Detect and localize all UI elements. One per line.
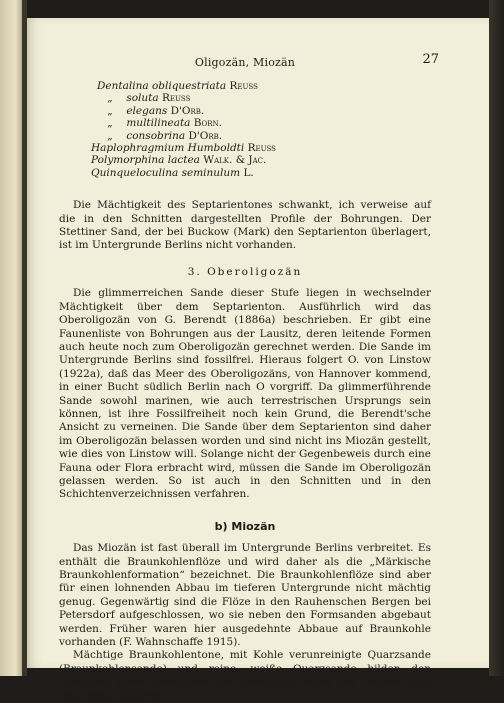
species-name: elegans — [126, 104, 168, 117]
page-edge-shadow — [489, 0, 504, 676]
species-author: Reuss — [229, 80, 258, 92]
species-author: L. — [243, 166, 254, 179]
species-author: D'Orb. — [188, 129, 223, 142]
paragraph-oberoligozaen: Die glimmerreichen Sande dieser Stufe liegen in wechselnder Mächtigkeit über dem Septarienton. Ausführlich wird das Oberoligozän von G. Berendt (1886a) beschrieben. Er gibt eine Faunenliste von Bohrungen aus der Lausitz, deren leitende Formen auch heute noch zum Oberoligozän gerechnet werden. Die Sande im Untergrunde Berlins sind fossilfrei. Hieraus folgert O. von Linstow (1922a), daß das Meer des Oberoligozäns, von Hannover kommend, in einer Bucht südlich Berlin nach O vorgriff. Da glimmerführende Sande sowohl marinen, wie auch terrestrischen Ursprungs sein können, ist ihre Fossilfreiheit noch kein Grund, die Berendt'sche Ansicht zu verneinen. Die Sande über dem Septarienton sind daher im Oberoligozän belassen worden und sind nicht ins Miozän gestellt, wie dies von Linstow will. Solange nicht der Gegenbeweis durch eine Fauna oder Flora erbracht wird, müssen die Sande im Oberoligozän gelassen werden. So ist auch in den Schnitten und in den Schichtenverzeichnissen verfahren. — [59, 287, 431, 501]
species-item — [97, 105, 431, 117]
species-item — [91, 167, 431, 179]
previous-page-edge — [0, 0, 22, 676]
species-author: D'Orb. — [170, 104, 205, 117]
section-heading-oberoligozaen: 3. Oberoligozän — [187, 265, 303, 278]
species-author: Born. — [193, 117, 222, 130]
page-content — [59, 18, 439, 703]
paragraph-septarienton: Die Mächtigkeit des Septarientones schwankt, ich verweise auf die in den Schnitten dargestellten Profile der Bohrungen. Der Stettiner Sand, der bei Buckow (Mark) den Septarienton überlagert, ist im Untergrunde Berlins nicht vorhanden. — [59, 199, 431, 252]
running-head: Oligozän, Miozän — [194, 56, 296, 69]
page-header — [59, 18, 439, 69]
species-author: Reuss — [162, 92, 191, 105]
species-author: Reuss — [247, 142, 276, 155]
species-author: Walk. & Jac. — [203, 154, 267, 167]
page-number: 27 — [422, 52, 439, 67]
species-name: soluta — [126, 92, 159, 105]
ditto-mark: „ — [107, 104, 113, 117]
section-heading-miozaen: b) Miozän — [214, 519, 276, 533]
species-list — [91, 80, 431, 179]
species-item — [97, 117, 431, 129]
species-name: multilineata — [126, 117, 191, 130]
paragraph-miozaen-2: Mächtige Braunkohlentone, mit Kohle verunreinigte Quarzsande (Braunkohlensande) und reine, weiße Quarzsande bilden den Hauptteil dieser Formation. Die Kiese und Sande des Tertiärs sind fast immer kalkfrei. — [59, 649, 431, 702]
species-item — [91, 154, 431, 166]
species-item — [91, 142, 431, 154]
ditto-mark: „ — [107, 92, 113, 105]
species-item — [97, 80, 431, 92]
species-name: Quinqueloculina seminulum — [91, 166, 241, 179]
species-item — [97, 130, 431, 142]
species-name: consobrina — [126, 129, 186, 142]
species-name: Haplophragmium Humboldti — [91, 142, 245, 155]
book-page — [27, 18, 489, 702]
species-name: Dentalina obliquestriata — [97, 80, 227, 92]
ditto-mark: „ — [107, 117, 113, 130]
ditto-mark: „ — [107, 129, 113, 142]
species-name: Polymorphina lactea — [91, 154, 200, 167]
paragraph-miozaen-1: Das Miozän ist fast überall im Untergrunde Berlins verbreitet. Es enthält die Braunkohlenflöze und wird daher als die „Märkische Braunkohlenformation“ bezeichnet. Die Braunkohlenflöze sind aber für einen lohnenden Abbau im tieferen Untergrunde nicht mächtig genug. Gegenwärtig sind die Flöze in den Rauhenschen Bergen bei Petersdorf aufgeschlossen, wo sie neben den Formsanden abgebaut werden. Früher waren hier ausgedehnte Abbaue auf Braunkohle vorhanden (F. Wahnschaffe 1915). — [59, 542, 431, 649]
species-item — [97, 92, 431, 104]
